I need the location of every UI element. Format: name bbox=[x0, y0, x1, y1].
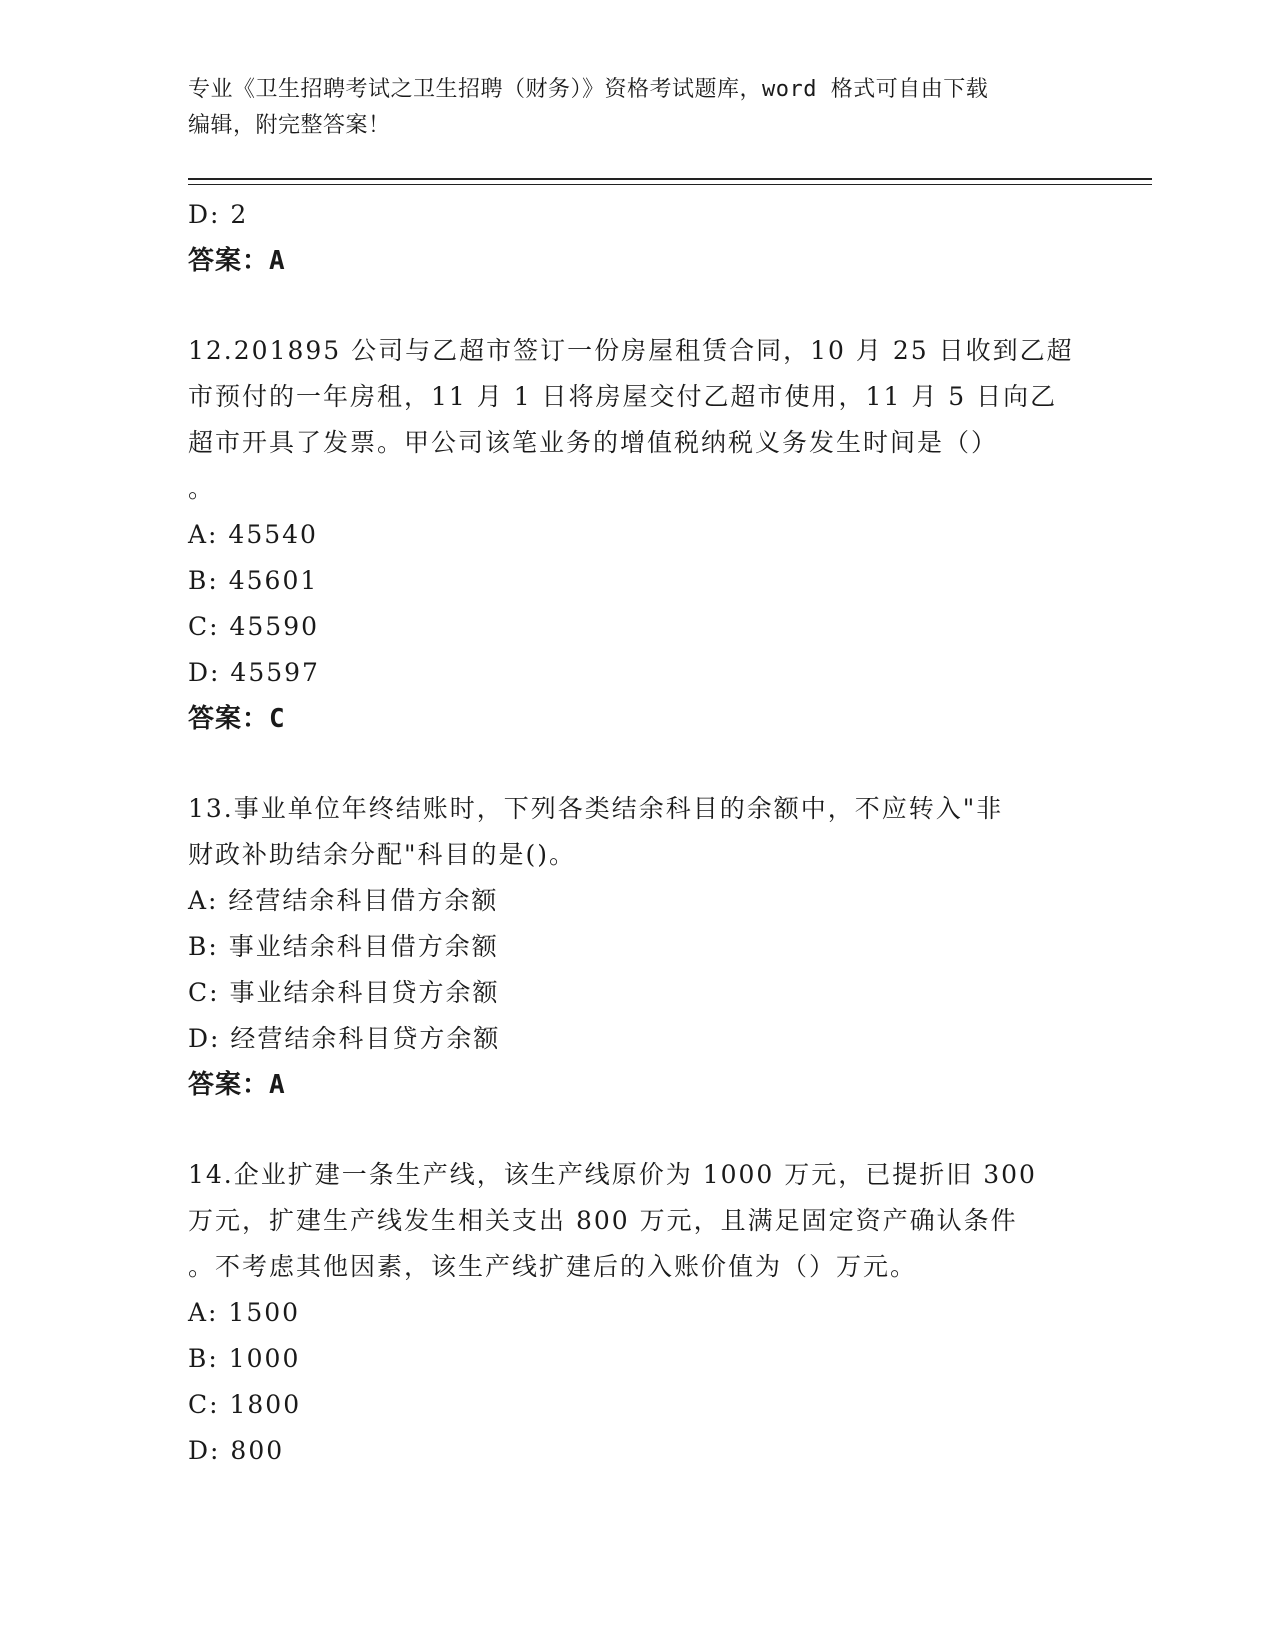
question-text-line: 14.企业扩建一条生产线，该生产线原价为 1000 万元，已提折旧 300 bbox=[188, 1160, 1037, 1189]
question-12 bbox=[188, 328, 1088, 742]
option-b: B: 1000 bbox=[188, 1344, 301, 1373]
option-d: D: 经营结余科目贷方余额 bbox=[188, 1024, 501, 1053]
option-a: A: 45540 bbox=[188, 520, 318, 549]
question-text-line: 市预付的一年房租，11 月 1 日将房屋交付乙超市使用，11 月 5 日向乙 bbox=[188, 382, 1058, 411]
question-text-line: 超市开具了发票。甲公司该笔业务的增值税纳税义务发生时间是（） bbox=[188, 428, 999, 457]
header-line-1: 专业《卫生招聘考试之卫生招聘（财务）》资格考试题库，word 格式可自由下载 bbox=[188, 77, 989, 102]
question-text-line: 财政补助结余分配"科目的是()。 bbox=[188, 840, 577, 869]
option-c: C: 事业结余科目贷方余额 bbox=[188, 978, 500, 1007]
prev-answer: 答案：A bbox=[188, 246, 286, 276]
option-d: D: 45597 bbox=[188, 658, 320, 687]
option-c: C: 1800 bbox=[188, 1390, 302, 1419]
option-a: A: 1500 bbox=[188, 1298, 301, 1327]
header-rule-thin bbox=[188, 184, 1152, 185]
question-text-line: 。不考虑其他因素，该生产线扩建后的入账价值为（）万元。 bbox=[188, 1252, 918, 1281]
question-13 bbox=[188, 786, 1088, 1108]
option-b: B: 事业结余科目借方余额 bbox=[188, 932, 499, 961]
option-c: C: 45590 bbox=[188, 612, 320, 641]
question-text-line: 万元，扩建生产线发生相关支出 800 万元，且满足固定资产确认条件 bbox=[188, 1206, 1018, 1235]
question-text-line: 13.事业单位年终结账时，下列各类结余科目的余额中，不应转入"非 bbox=[188, 794, 1004, 823]
option-d: D: 800 bbox=[188, 1436, 285, 1465]
question-14 bbox=[188, 1152, 1088, 1474]
header-rule-thick bbox=[188, 178, 1152, 180]
option-a: A: 经营结余科目借方余额 bbox=[188, 886, 499, 915]
option-b: B: 45601 bbox=[188, 566, 319, 595]
question-text-line: 12.201895 公司与乙超市签订一份房屋租赁合同，10 月 25 日收到乙超 bbox=[188, 336, 1074, 365]
answer: 答案：A bbox=[188, 1070, 286, 1100]
document-header bbox=[188, 72, 1068, 144]
header-line-2: 编辑，附完整答案！ bbox=[188, 113, 391, 138]
document-body bbox=[188, 192, 1088, 1474]
prev-option-d: D: 2 bbox=[188, 200, 249, 229]
answer: 答案：C bbox=[188, 704, 286, 734]
question-text-line: 。 bbox=[188, 474, 216, 503]
